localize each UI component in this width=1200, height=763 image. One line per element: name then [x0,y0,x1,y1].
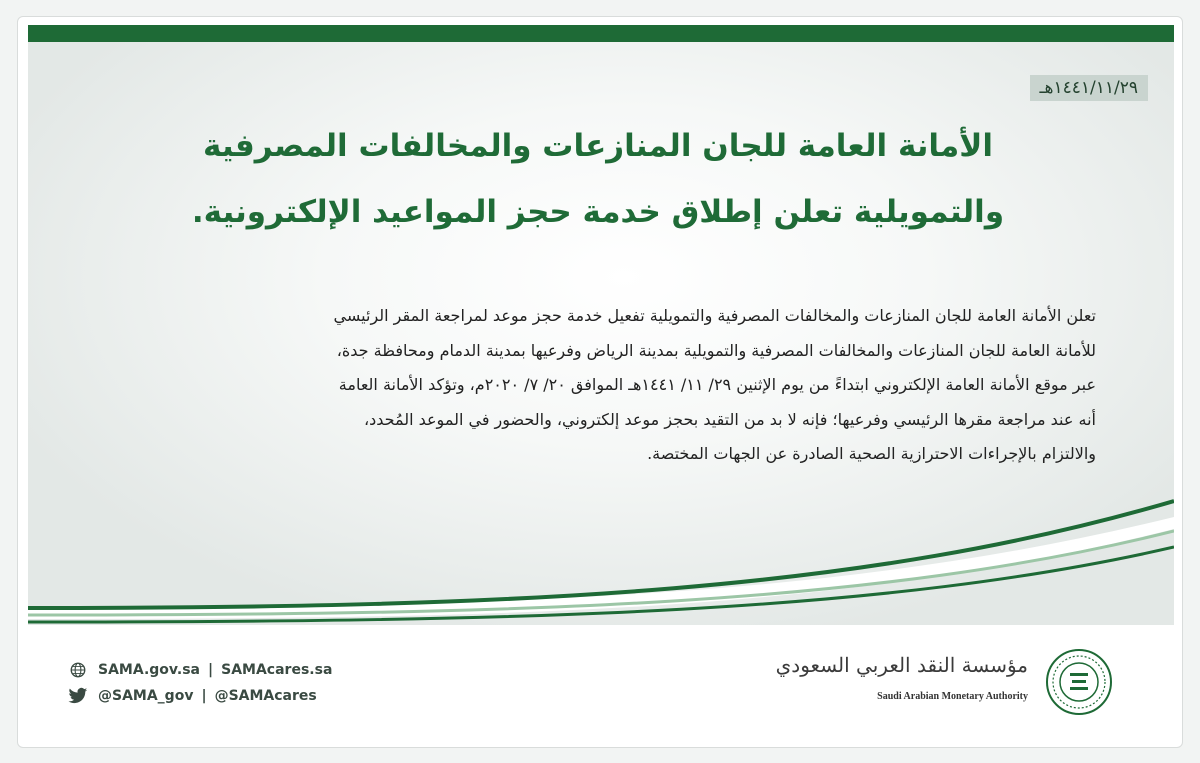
body-line: للأمانة العامة للجان المنازعات والمخالفات المصرفية والتمويلية بمدينة الرياض وفرعيها بمدينة الدمام ومحافظة جدة، [336,340,1096,360]
date-badge: ١٤٤١/١١/٢٩هـ [1030,75,1148,101]
footer-social [68,683,332,709]
green-swoosh-decoration [28,487,1174,627]
logo-english-name: Saudi Arabian Monetary Authority [877,691,1028,702]
announcement-body [112,299,1096,472]
footer-contacts [68,657,332,709]
top-green-bar [28,25,1174,42]
body-line: أنه عند مراجعة مقرها الرئيسي وفرعيها؛ فإنه لا بد من التقيد بحجز موعد إلكتروني، والحضور في الموعد المُحدد، [363,409,1096,429]
announcement-card [17,16,1183,748]
twitter-icon [68,687,88,705]
footer-websites [68,657,332,683]
website-link-sama[interactable]: SAMA.gov.sa [98,662,200,678]
body-line: تعلن الأمانة العامة للجان المنازعات والمخالفات المصرفية والتمويلية تفعيل خدمة حجز موعد لمراجعة المقر الرئيسي [333,306,1096,325]
headline-line-1: الأمانة العامة للجان المنازعات والمخالفات المصرفية [203,128,993,164]
twitter-handle-sama[interactable]: @SAMA_gov [98,688,194,704]
body-line: والالتزام بالإجراءات الاحترازية الصحية الصادرة عن الجهات المختصة. [647,444,1096,463]
headline-line-2: والتمويلية تعلن إطلاق خدمة حجز المواعيد الإلكترونية. [191,194,1005,230]
sama-seal-icon [1044,647,1114,717]
body-line: عبر موقع الأمانة العامة الإلكتروني ابتداءً من يوم الإثنين ٢٩/ ١١/ ١٤٤١هـ الموافق ٢٠/ ٧/ ٢٠٢٠م، وتؤكد الأمانة العامة [338,375,1096,394]
headline [158,113,1038,245]
logo-arabic-name: مؤسسة النقد العربي السعودي [775,653,1028,677]
separator: | [208,662,214,678]
globe-icon [68,661,88,679]
website-link-samacares[interactable]: SAMAcares.sa [221,662,333,678]
separator: | [201,688,207,704]
twitter-handle-samacares[interactable]: @SAMAcares [214,688,317,704]
sama-logo [775,647,1114,717]
